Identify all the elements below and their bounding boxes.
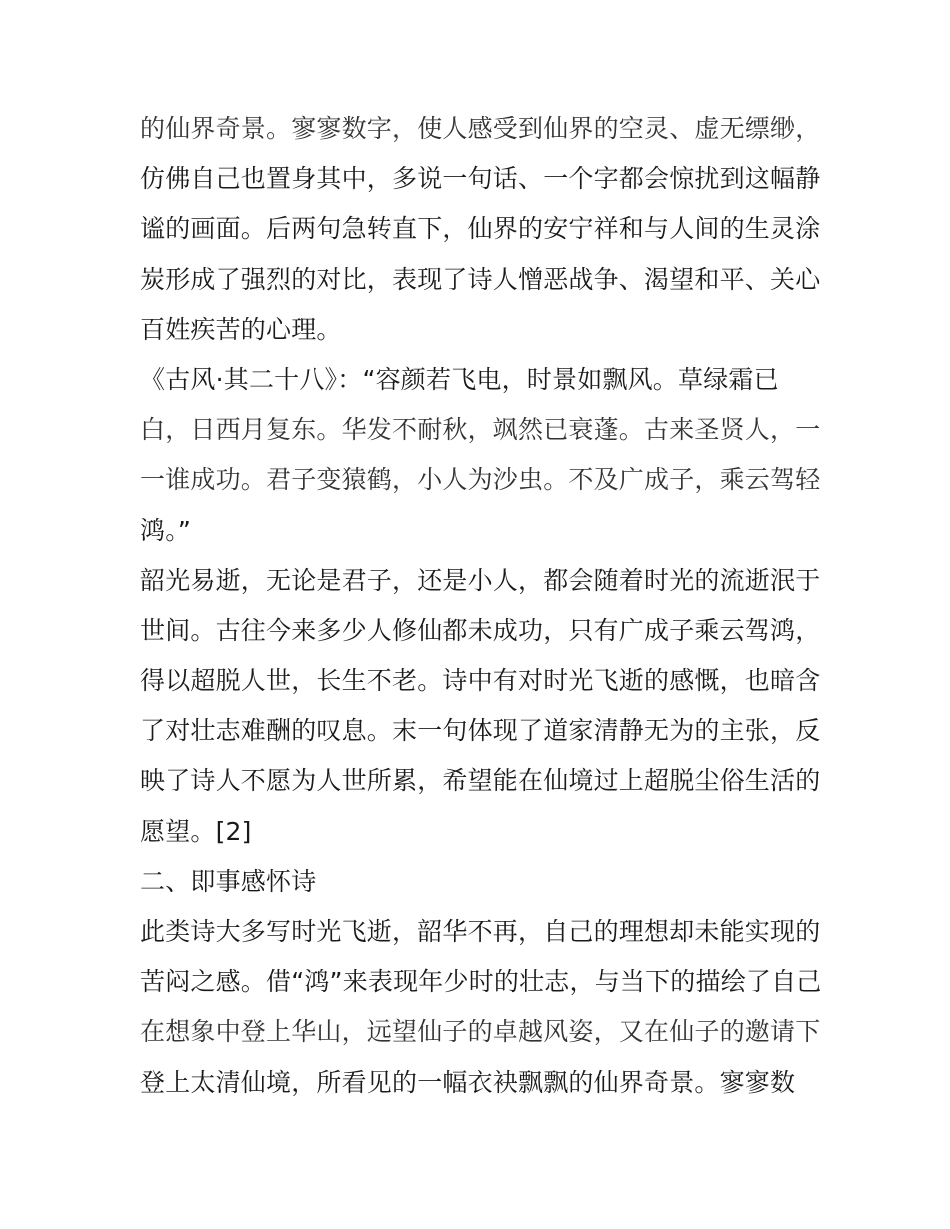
text-line: 谧的画面。后两句急转直下，仙界的安宁祥和与人间的生灵涂 xyxy=(140,214,821,244)
text-line: 登上太清仙境，所看见的一幅衣袂飘飘的仙界奇景。寥寥数 xyxy=(140,1067,796,1097)
text-line: 百姓疾苦的心理。 xyxy=(140,314,342,344)
document-body xyxy=(140,104,822,1108)
text-line: 苦闷之感。借“鸿”来表现年少时的壮志，与当下的描绘了自己 xyxy=(140,967,822,997)
text-line: 仿佛自己也置身其中，多说一句话、一个字都会惊扰到这幅静 xyxy=(140,164,821,194)
text-line: 炭形成了强烈的对比，表现了诗人憎恶战争、渴望和平、关心 xyxy=(140,264,821,294)
section-heading: 二、即事感怀诗 xyxy=(140,866,317,896)
text-line: 得以超脱人世，长生不老。诗中有对时光飞逝的感慨，也暗含 xyxy=(140,666,821,696)
poem-line: 鸿。” xyxy=(140,515,192,545)
text-line: 了对壮志难酬的叹息。末一句体现了道家清静无为的主张，反 xyxy=(140,716,821,746)
text-line: 映了诗人不愿为人世所累，希望能在仙境过上超脱尘俗生活的 xyxy=(140,766,821,796)
text-line: 韶光易逝，无论是君子，还是小人，都会随着时光的流逝泯于 xyxy=(140,565,821,595)
text-line: 世间。古往今来多少人修仙都未成功，只有广成子乘云驾鸿， xyxy=(140,615,821,645)
text-line: 此类诗大多写时光飞逝，韶华不再，自己的理想却未能实现的 xyxy=(140,917,821,946)
poem-line: 一谁成功。君子变猿鹤，小人为沙虫。不及广成子，乘云驾轻 xyxy=(140,465,821,495)
text-line: 在想象中登上华山，远望仙子的卓越风姿，又在仙子的邀请下 xyxy=(140,1017,821,1047)
poem-line: 白，日西月复东。华发不耐秋，飒然已衰蓬。古来圣贤人，一 xyxy=(140,415,821,445)
poem-title-line: 《古风·其二十八》：“容颜若飞电，时景如飘风。草绿霜已 xyxy=(140,364,779,394)
text-line: 的仙界奇景。寥寥数字，使人感受到仙界的空灵、虚无缥缈， xyxy=(140,114,821,143)
text-line: 愿望。[2] xyxy=(140,816,252,846)
